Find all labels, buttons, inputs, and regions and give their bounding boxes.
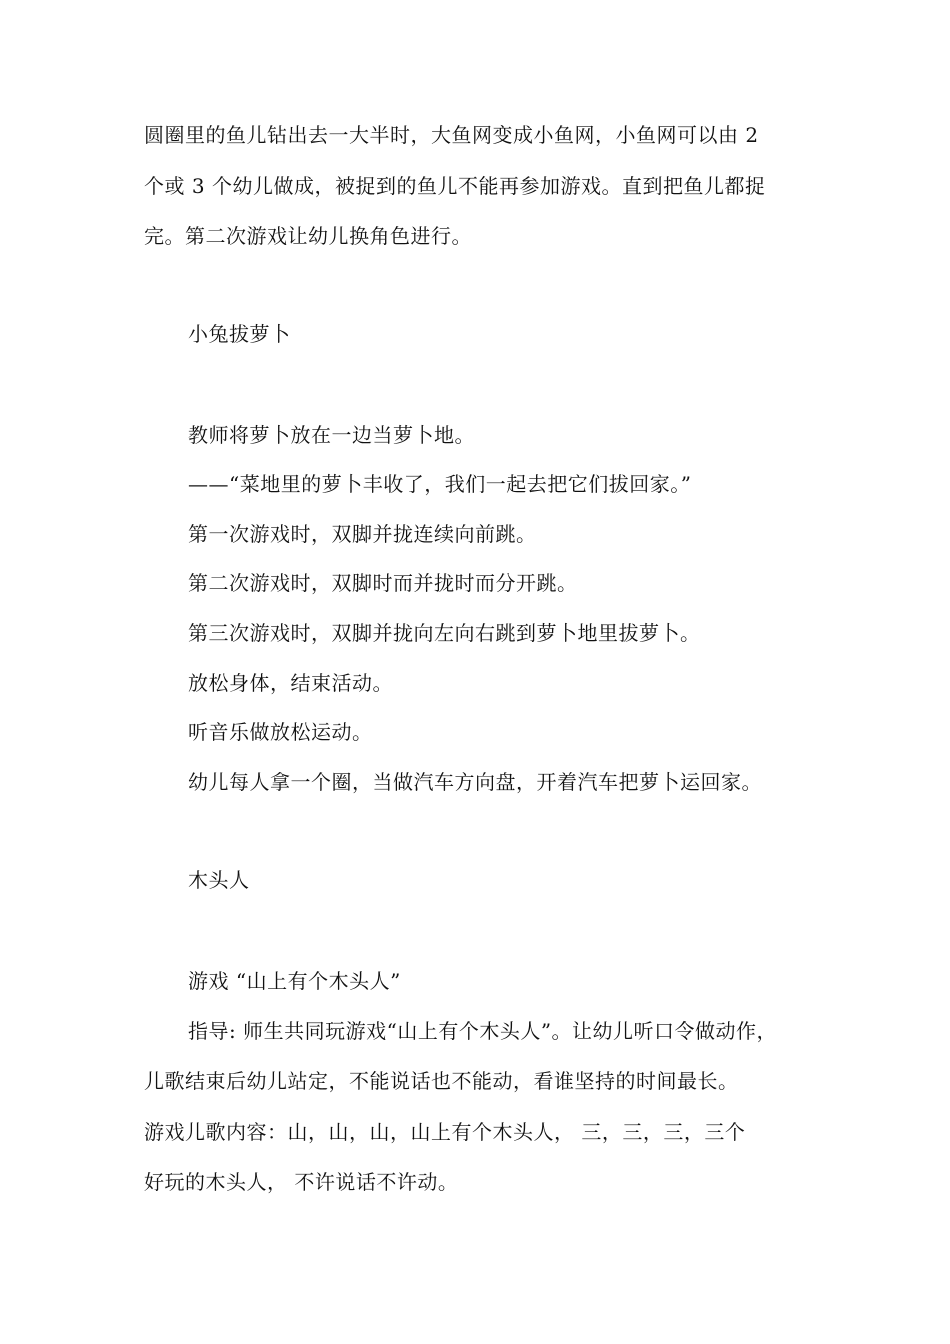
paragraph-line: 个或 3 个幼儿做成，被捉到的鱼儿不能再参加游戏。直到把鱼儿都捉	[144, 174, 766, 198]
paragraph-line: 教师将萝卜放在一边当萝卜地。	[188, 423, 475, 447]
paragraph-line: 第一次游戏时，双脚并拢连续向前跳。	[188, 522, 537, 546]
paragraph-line: 放松身体，结束活动。	[188, 671, 393, 695]
game-title: 游戏 “山上有个木头人”	[188, 969, 401, 993]
paragraph-line: 第二次游戏时，双脚时而并拢时而分开跳。	[188, 571, 578, 595]
paragraph-line: 儿歌结束后幼儿站定，不能说话也不能动，看谁坚持的时间最长。	[144, 1069, 739, 1093]
paragraph-line: 游戏儿歌内容：山，山，山，山上有个木头人， 三，三，三，三个	[144, 1120, 746, 1144]
paragraph-line: 圆圈里的鱼儿钻出去一大半时，大鱼网变成小鱼网，小鱼网可以由 2	[144, 123, 759, 147]
paragraph-line: 第三次游戏时，双脚并拢向左向右跳到萝卜地里拔萝卜。	[188, 621, 701, 645]
paragraph-line: 好玩的木头人， 不许说话不许动。	[144, 1170, 459, 1194]
section-heading-wooden: 木头人	[188, 868, 250, 892]
paragraph-line: 幼儿每人拿一个圈，当做汽车方向盘，开着汽车把萝卜运回家。	[188, 770, 762, 794]
paragraph-line: 听音乐做放松运动。	[188, 720, 373, 744]
paragraph-line: 完。第二次游戏让幼儿换角色进行。	[144, 224, 472, 248]
paragraph-line: ——“菜地里的萝卜丰收了，我们一起去把它们拔回家。”	[188, 472, 692, 496]
paragraph-line: 指导: 师生共同玩游戏“山上有个木头人”。让幼儿听口令做动作，	[188, 1019, 778, 1043]
section-heading-rabbit: 小兔拔萝卜	[188, 322, 291, 346]
